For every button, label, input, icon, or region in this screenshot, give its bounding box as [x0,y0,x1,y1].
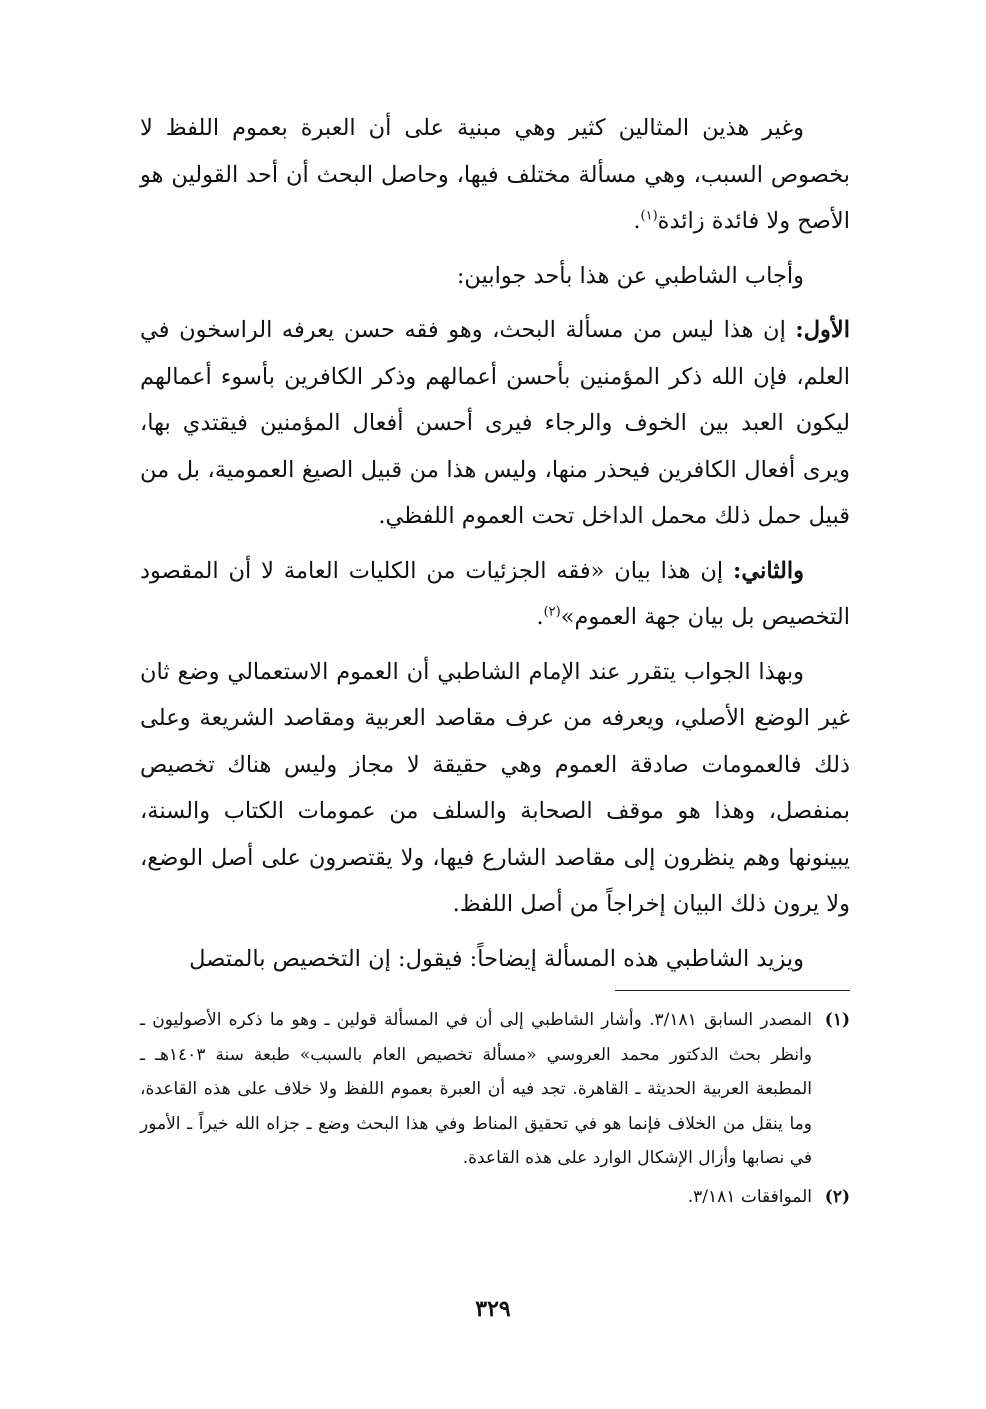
paragraph-text: وأجاب الشاطبي عن هذا بأحد جوابين: [456,262,804,289]
footnote-ref-1[interactable]: (١) [640,208,658,224]
footnote-divider [615,990,850,991]
page-number: ٣٢٩ [475,1296,511,1322]
paragraph-text: ويزيد الشاطبي هذه المسألة إيضاحاً: فيقول: إن التخصيص بالمتصل [189,945,804,972]
footnote-1 [140,1003,850,1176]
paragraph-text: وغير هذين المثالين كثير وهي مبنية على أن العبرة بعموم اللفظ لا بخصوص السبب، وهي مسألة مختلف فيها، وحاصل البحث أن أحد القولين هو الأصح ولا فائدة زائدة [140,115,850,234]
paragraph-text: إن هذا بيان «فقه الجزئيات من الكليات العامة لا أن المقصود التخصيص بل بيان جهة العموم» [140,557,850,630]
paragraph-3 [140,307,850,540]
paragraph-1 [140,105,850,245]
paragraph-lead: الأول: [795,317,850,343]
paragraph-2 [140,253,850,300]
footnote-text: الموافقات ٣/١٨١. [687,1186,812,1207]
footnotes [140,1003,850,1218]
paragraph-4 [140,548,850,641]
paragraph-tail: . [633,208,641,234]
main-text [140,105,850,990]
paragraph-5 [140,649,850,928]
footnote-2 [140,1180,850,1215]
paragraph-lead: والثاني: [733,557,804,584]
footnote-number: (١) [824,1010,850,1030]
paragraph-6 [140,936,850,983]
paragraph-text: وبهذا الجواب يتقرر عند الإمام الشاطبي أن العموم الاستعمالي وضع ثان غير الوضع الأصلي، ويعرفه من عرف مقاصد العربية ومقاصد الشريعة وعلى ذلك فالعمومات صادقة العموم وهي حقيقة لا مجاز وليس هناك تخصيص بمنفصل، وهذا هو موقف الصحابة والسلف من عمومات الكتاب والسنة، يبينونها وهم ينظرون إلى مقاصد الشارع فيها، ولا يقتصرون على أصل الوضع، ولا يرون ذلك البيان إخراجاً من أصل اللفظ. [140,658,850,917]
paragraph-tail: . [536,604,544,630]
footnote-ref-2[interactable]: (٢) [543,604,561,620]
paragraph-text: إن هذا ليس من مسألة البحث، وهو فقه حسن يعرفه الراسخون في العلم، فإن الله ذكر المؤمنين بأحسن أعمالهم وذكر الكافرين بأسوء أعمالهم ليكون العبد بين الخوف والرجاء فيرى أحسن أفعال المؤمنين فيقتدي بها، ويرى أفعال الكافرين فيحذر منها، وليس هذا من قبيل الصيغ العمومية، بل من قبيل حمل ذلك محمل الداخل تحت العموم اللفظي. [140,317,850,529]
footnote-text: المصدر السابق ٣/١٨١. وأشار الشاطبي إلى أن في المسألة قولين ـ وهو ما ذكره الأصوليون ـ وانظر بحث الدكتور محمد العروسي «مسألة تخصيص العام بالسبب» طبعة سنة ١٤٠٣هـ ـ المطبعة العربية الحديثة ـ القاهرة. تجد فيه أن العبرة بعموم اللفظ ولا خلاف على هذه القاعدة، وما ينقل من الخلاف فإنما هو في تحقيق المناط وفي هذا البحث وضع ـ جزاه الله خيراً ـ الأمور في نصابها وأزال الإشكال الوارد على هذه القاعدة. [140,1010,812,1168]
footnote-number: (٢) [824,1186,850,1207]
